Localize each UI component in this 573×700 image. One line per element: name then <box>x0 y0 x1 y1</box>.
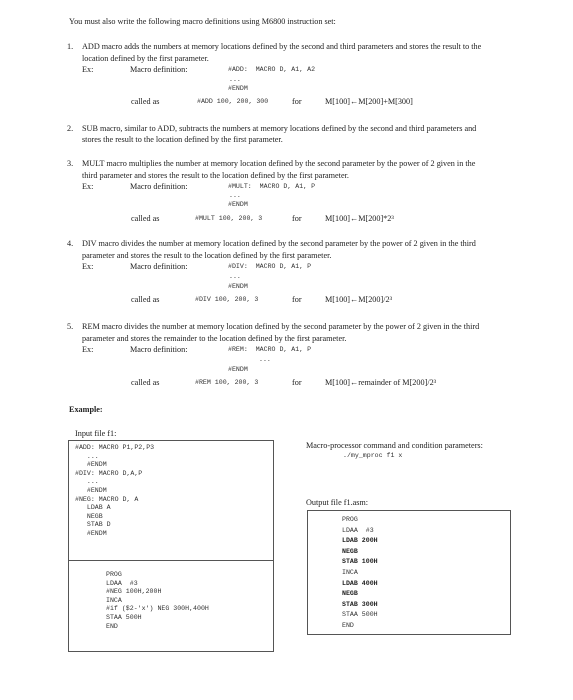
call-code: #ADD 100, 200, 300 <box>197 98 269 105</box>
ex-label: Ex: <box>82 65 94 74</box>
item-text: REM macro divides the number at memory location defined by the second parameter by the power of 2 given in the third <box>82 322 480 331</box>
command-code: ./my_mproc f1 x <box>343 452 403 459</box>
dots: ... <box>259 356 271 363</box>
item-text: MULT macro multiplies the number at memory location defined by the second parameter by the power of 2 given in the <box>82 159 476 168</box>
output-line: NEGB <box>342 547 358 555</box>
item-number: 3. <box>67 159 74 168</box>
output-line: LDAA #3 <box>342 526 374 534</box>
for-label: for <box>292 295 302 304</box>
output-line: PROG <box>342 516 358 523</box>
endm-code: #ENDM <box>228 283 248 290</box>
output-file-box <box>307 510 511 635</box>
intro-text: You must also write the following macro definitions using M6800 instruction set: <box>69 17 336 26</box>
output-line: NEGB <box>342 590 358 598</box>
example-heading: Example: <box>69 405 103 414</box>
command-label: Macro-processor command and condition parameters: <box>306 441 483 450</box>
macro-def-label: Macro definition: <box>130 262 188 271</box>
result-expr: M[100]←remainder of M[200]/2³ <box>325 378 437 387</box>
output-file-label: Output file f1.asm: <box>306 498 369 507</box>
output-line: STAA 500H <box>342 611 378 619</box>
input-divider <box>68 560 274 561</box>
for-label: for <box>292 378 302 387</box>
called-as-label: called as <box>131 378 160 387</box>
result-expr: M[100]←M[200]+M[300] <box>325 97 413 106</box>
ex-label: Ex: <box>82 182 94 191</box>
dots: ... <box>229 192 241 199</box>
call-code: #MULT 100, 200, 3 <box>195 215 263 222</box>
item-text: DIV macro divides the number at memory location defined by the second parameter by the power of 2 given in the third <box>82 239 476 248</box>
item-text: parameter and stores the remainder to the location defined by the first parameter. <box>82 334 347 343</box>
macro-def-label: Macro definition: <box>130 182 188 191</box>
macro-def-code: #DIV: MACRO D, A1, P <box>228 263 312 270</box>
output-line: END <box>342 621 354 629</box>
dots: ... <box>229 273 241 280</box>
ex-label: Ex: <box>82 262 94 271</box>
called-as-label: called as <box>131 295 160 304</box>
output-line: STAB 300H <box>342 600 378 608</box>
call-code: #DIV 100, 200, 3 <box>195 296 259 303</box>
called-as-label: called as <box>131 97 160 106</box>
input-program-code: PROG LDAA #3 #NEG 100H,200H INCA #if ($2-'x') NEG 300H,400H STAA 500H END <box>106 571 209 630</box>
output-line: LDAB 400H <box>342 579 378 587</box>
endm-code: #ENDM <box>228 201 248 208</box>
item-text: third parameter and stores the result to the location defined by the first parameter. <box>82 171 349 180</box>
called-as-label: called as <box>131 214 160 223</box>
item-number: 5. <box>67 322 74 331</box>
endm-code: #ENDM <box>228 85 248 92</box>
input-file-label: Input file f1: <box>75 429 117 438</box>
item-text: ADD macro adds the numbers at memory locations defined by the second and third parameters and stores the result to the <box>82 42 482 51</box>
result-expr: M[100]←M[200]/2³ <box>325 295 393 304</box>
item-text: location defined by the first parameter. <box>82 54 209 63</box>
dots: ... <box>229 76 241 83</box>
ex-label: Ex: <box>82 345 94 354</box>
macro-def-code: #MULT: MACRO D, A1, P <box>228 183 316 190</box>
for-label: for <box>292 97 302 106</box>
item-number: 2. <box>67 124 74 133</box>
item-number: 1. <box>67 42 74 51</box>
item-text: parameter and stores the result to the location defined by the first parameter. <box>82 251 332 260</box>
result-expr: M[100]←M[200]*2³ <box>325 214 394 223</box>
macro-def-code: #REM: MACRO D, A1, P <box>228 346 312 353</box>
output-line: STAB 100H <box>342 558 378 566</box>
for-label: for <box>292 214 302 223</box>
item-number: 4. <box>67 239 74 248</box>
input-macro-definitions: #ADD: MACRO P1,P2,P3 ... #ENDM #DIV: MACRO D,A,P ... #ENDM #NEG: MACRO D, A LDAB A NEGB STAB D #ENDM <box>75 444 155 537</box>
item-text: stores the result to the location defined by the first parameter. <box>82 135 283 144</box>
macro-def-label: Macro definition: <box>130 345 188 354</box>
endm-code: #ENDM <box>228 366 248 373</box>
output-line: INCA <box>342 568 358 576</box>
macro-def-label: Macro definition: <box>130 65 188 74</box>
output-lines <box>342 515 378 632</box>
item-text: SUB macro, similar to ADD, subtracts the numbers at memory locations defined by the second and third parameters and <box>82 124 477 133</box>
macro-def-code: #ADD: MACRO D, A1, A2 <box>228 66 316 73</box>
call-code: #REM 100, 200, 3 <box>195 379 259 386</box>
output-line: LDAB 200H <box>342 537 378 545</box>
